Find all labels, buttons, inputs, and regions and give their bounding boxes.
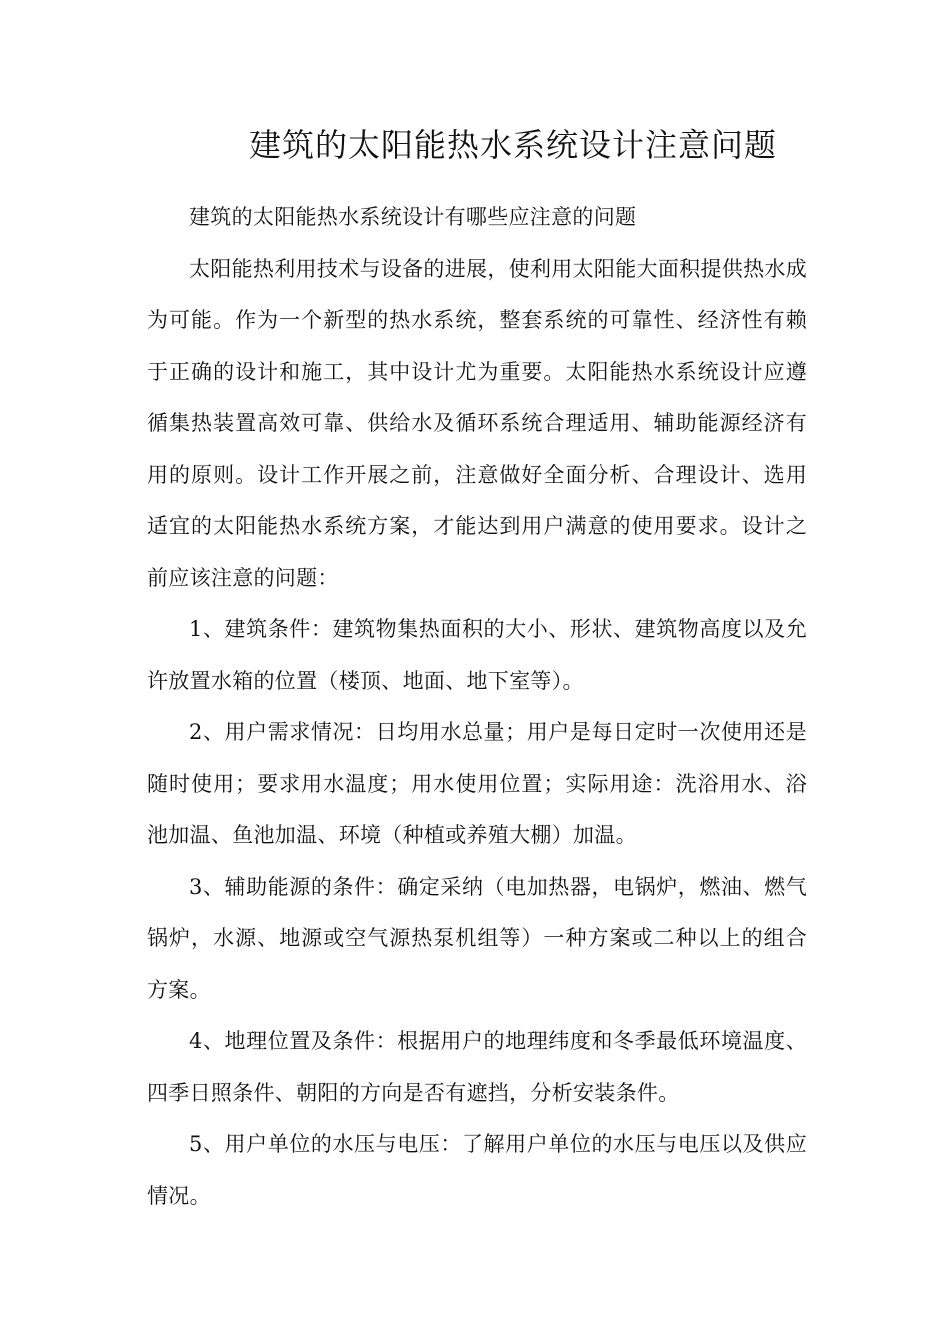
paragraph-intro: 太阳能热利用技术与设备的进展，使利用太阳能大面积提供热水成为可能。作为一个新型的热水系统，整套系统的可靠性、经济性有赖于正确的设计和施工，其中设计尤为重要。太阳能热水系统设计应遵循集热装置高效可靠、供给水及循环系统合理适用、辅助能源经济有用的原则。设计工作开展之前，注意做好全面分析、合理设计、选用适宜的太阳能热水系统方案，才能达到用户满意的使用要求。设计之前应该注意的问题： xyxy=(147,256,807,590)
paragraph-item-1: 1、建筑条件：建筑物集热面积的大小、形状、建筑物高度以及允许放置水箱的位置（楼顶、地面、地下室等）。 xyxy=(147,617,807,693)
paragraph-subtitle: 建筑的太阳能热水系统设计有哪些应注意的问题 xyxy=(189,205,637,229)
document-title: 建筑的太阳能热水系统设计注意问题 xyxy=(248,126,777,164)
paragraph-item-5: 5、用户单位的水压与电压：了解用户单位的水压与电压以及供应情况。 xyxy=(147,1132,807,1208)
paragraph-item-4: 4、地理位置及条件：根据用户的地理纬度和冬季最低环境温度、四季日照条件、朝阳的方向是否有遮挡，分析安装条件。 xyxy=(147,1029,807,1105)
paragraph-item-3: 3、辅助能源的条件：确定采纳（电加热器，电锅炉，燃油、燃气锅炉，水源、地源或空气源热泵机组等）一种方案或二种以上的组合方案。 xyxy=(147,874,807,1002)
paragraph-item-2: 2、用户需求情况：日均用水总量；用户是每日定时一次使用还是随时使用；要求用水温度；用水使用位置；实际用途：洗浴用水、浴池加温、鱼池加温、环境（种植或养殖大棚）加温。 xyxy=(147,720,807,847)
document-body xyxy=(147,192,807,1222)
